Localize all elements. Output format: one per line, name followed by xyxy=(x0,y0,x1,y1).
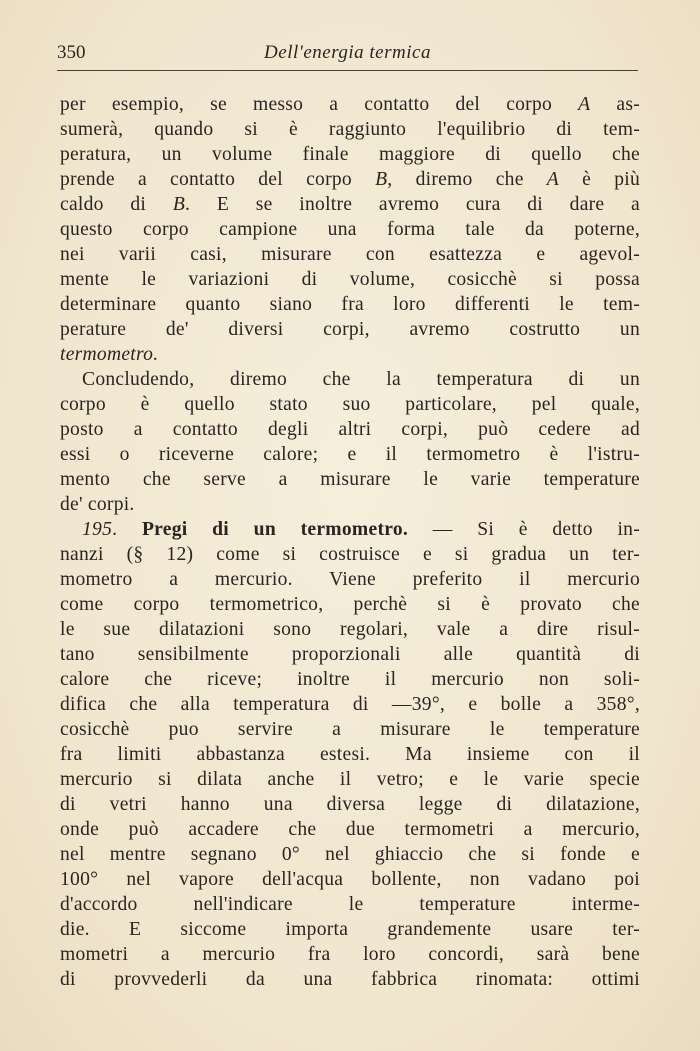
text-line xyxy=(60,467,640,492)
text-segment: sumerà, quando si è raggiunto l'equilibrio di tem- xyxy=(60,119,640,140)
text-segment: di provvederli da una fabbrica rinomata: ottimi xyxy=(60,969,640,990)
text-line xyxy=(60,717,640,742)
text-segment: mometri a mercurio fra loro concordi, sarà bene xyxy=(60,944,640,965)
text-segment: caldo di xyxy=(60,194,173,215)
running-header xyxy=(57,40,638,66)
text-line xyxy=(60,517,640,542)
text-segment: de' corpi. xyxy=(60,494,135,515)
text-segment: nei varii casi, misurare con esattezza e agevol- xyxy=(60,244,640,265)
text-segment: posto a contatto degli altri corpi, può cedere ad xyxy=(60,419,640,440)
text-line xyxy=(60,267,640,292)
text-line xyxy=(60,342,640,367)
text-segment: di vetri hanno una diversa legge di dilatazione, xyxy=(60,794,640,815)
italic-text: termometro. xyxy=(60,344,159,365)
text-segment: — Si è detto in- xyxy=(408,519,640,540)
text-segment: mercurio si dilata anche il vetro; e le varie specie xyxy=(60,769,640,790)
text-segment: prende a contatto del corpo xyxy=(60,169,376,190)
text-line xyxy=(60,942,640,967)
text-line xyxy=(60,892,640,917)
text-segment: onde può accadere che due termometri a mercurio, xyxy=(60,819,640,840)
text-line xyxy=(60,142,640,167)
text-line xyxy=(60,842,640,867)
text-line xyxy=(60,92,640,117)
text-segment: d'accordo nell'indicare le temperature interme- xyxy=(60,894,640,915)
text-segment: come corpo termometrico, perchè si è provato che xyxy=(60,594,640,615)
text-segment: mometro a mercurio. Viene preferito il mercurio xyxy=(60,569,640,590)
text-line xyxy=(60,792,640,817)
text-line xyxy=(60,642,640,667)
text-segment: cosicchè puo servire a misurare le temperature xyxy=(60,719,640,740)
text-segment: per esempio, se messo a contatto del corpo xyxy=(60,94,579,115)
text-line xyxy=(60,592,640,617)
text-line xyxy=(60,492,640,517)
text-line xyxy=(60,167,640,192)
text-segment: perature de' diversi corpi, avremo costrutto un xyxy=(60,319,640,340)
text-segment: questo corpo campione una forma tale da poterne, xyxy=(60,219,640,240)
text-line xyxy=(60,692,640,717)
text-line xyxy=(60,192,640,217)
text-segment: calore che riceve; inoltre il mercurio non soli- xyxy=(60,669,640,690)
text-line xyxy=(60,442,640,467)
text-segment: , diremo che xyxy=(387,169,547,190)
text-segment: nel mentre segnano 0° nel ghiaccio che si fonde e xyxy=(60,844,640,865)
text-line xyxy=(60,392,640,417)
text-segment: difica che alla temperatura di —39°, e bolle a 358°, xyxy=(60,694,640,715)
page-number: 350 xyxy=(57,42,86,63)
text-segment: corpo è quello stato suo particolare, pel quale, xyxy=(60,394,640,415)
italic-text: B xyxy=(375,169,388,190)
text-line xyxy=(60,767,640,792)
text-line xyxy=(60,117,640,142)
text-segment: peratura, un volume finale maggiore di quello che xyxy=(60,144,640,165)
text-line xyxy=(60,217,640,242)
text-line xyxy=(60,367,640,392)
section-heading: Pregi di un termometro. xyxy=(141,519,409,540)
italic-text: B xyxy=(172,194,186,215)
text-segment: essi o riceverne calore; e il termometro è l'istru- xyxy=(60,444,640,465)
text-line xyxy=(60,967,640,992)
text-segment: 100° nel vapore dell'acqua bollente, non vadano poi xyxy=(60,869,640,890)
header-rule xyxy=(57,70,638,71)
text-segment: die. E siccome importa grandemente usare ter- xyxy=(60,919,640,940)
running-title: Dell'energia termica xyxy=(264,42,431,63)
text-line xyxy=(60,867,640,892)
text-segment: le sue dilatazioni sono regolari, vale a dire risul- xyxy=(60,619,640,640)
text-line xyxy=(60,917,640,942)
text-line xyxy=(60,417,640,442)
text-segment: tano sensibilmente proporzionali alle quantità di xyxy=(60,644,640,665)
text-segment: è più xyxy=(559,169,640,190)
text-segment: as- xyxy=(590,94,641,115)
text-segment: . E se inoltre avremo cura di dare a xyxy=(185,194,640,215)
text-line xyxy=(60,817,640,842)
body-text xyxy=(60,92,640,992)
text-segment: mento che serve a misurare le varie temperature xyxy=(60,469,640,490)
italic-text: A xyxy=(578,94,591,115)
text-segment: Concludendo, diremo che la temperatura di un xyxy=(82,369,640,390)
text-segment: determinare quanto siano fra loro differenti le tem- xyxy=(60,294,640,315)
text-line xyxy=(60,742,640,767)
text-segment: nanzi (§ 12) come si costruisce e si gradua un ter- xyxy=(60,544,640,565)
text-segment: mente le variazioni di volume, cosicchè si possa xyxy=(60,269,640,290)
text-line xyxy=(60,242,640,267)
text-line xyxy=(60,667,640,692)
italic-text: A xyxy=(546,169,559,190)
italic-text: 195 xyxy=(82,519,113,540)
text-segment: . xyxy=(112,519,142,540)
text-line xyxy=(60,542,640,567)
text-line xyxy=(60,292,640,317)
text-line xyxy=(60,617,640,642)
text-line xyxy=(60,567,640,592)
text-segment: fra limiti abbastanza estesi. Ma insieme con il xyxy=(60,744,640,765)
text-line xyxy=(60,317,640,342)
